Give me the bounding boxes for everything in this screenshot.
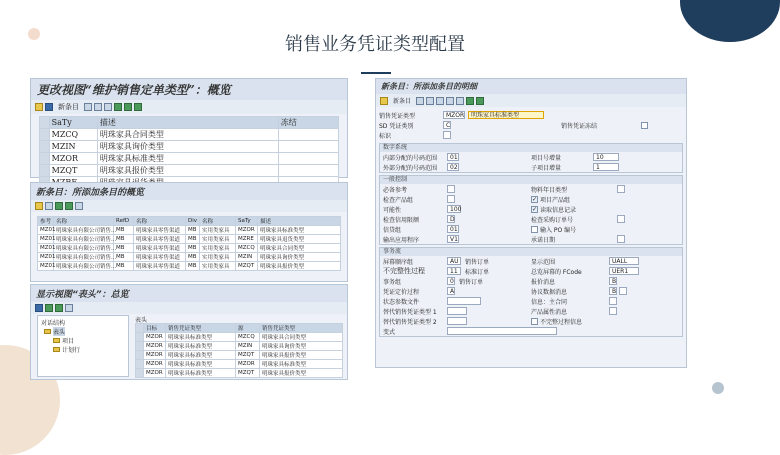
output-app-field[interactable]: V1 <box>447 235 459 243</box>
glasses-icon[interactable] <box>45 103 53 111</box>
status-profile-field[interactable] <box>447 297 481 305</box>
item-division-label: 项目产品组 <box>540 196 571 204</box>
table-row[interactable]: MZOR 明珠家具标准类型 <box>40 153 339 165</box>
outline-msgs-field[interactable]: B <box>609 287 617 295</box>
screen-seq-label: 屏幕顺序组 <box>383 258 414 266</box>
header-view-screen <box>30 284 348 380</box>
header-name-2: 名称 <box>134 217 186 226</box>
header-target: 目标 <box>144 324 166 333</box>
table-row[interactable]: MZOR 明珠家具标准类型 MZCQ 明珠家具合同类型 <box>136 333 343 342</box>
header-ref: 参考 <box>38 217 54 226</box>
variant-label: 变式 <box>383 328 396 336</box>
indicator-label: 标识 <box>379 132 392 140</box>
header-refd: RefD <box>114 217 134 226</box>
sales-doc-types-overview-screen <box>30 78 348 178</box>
enter-po-label: 输入 PO 编号 <box>540 226 577 234</box>
incomplete-proc-desc: 标准订单 <box>465 268 490 276</box>
select-block-icon[interactable] <box>124 103 132 111</box>
toolbar <box>31 302 347 314</box>
select-all-icon[interactable] <box>55 202 63 210</box>
select-block-icon[interactable] <box>65 202 73 210</box>
group-title: 数字系统 <box>380 144 682 152</box>
table-row[interactable]: MZOR 明珠家具标准类型 MZIN 明珠家具询价类型 <box>136 342 343 351</box>
number-systems-group <box>379 143 683 173</box>
credit-group-label: 信贷组 <box>383 226 402 234</box>
details-icon[interactable] <box>65 304 73 312</box>
quote-msgs-label: 报价消息 <box>531 278 556 286</box>
delivery-date-field[interactable] <box>617 235 625 243</box>
external-range-field[interactable]: 02 <box>447 163 459 171</box>
check-credit-label: 检查信用限额 <box>383 216 420 224</box>
header-target-type: 销售凭证类型 <box>166 324 236 333</box>
header-saty: SaTy <box>236 217 258 226</box>
external-range-label: 外部分配的号码范围 <box>383 164 438 172</box>
product-attr-label: 产品属性消息 <box>531 308 568 316</box>
product-attr-field[interactable] <box>609 307 617 315</box>
enter-po-checkbox[interactable] <box>531 226 538 233</box>
info-master-contract-label: 信息：主合同 <box>531 298 568 306</box>
screen-title: 更改视图“维护销售定单类型”：概览 <box>31 79 347 100</box>
item-increment-field[interactable]: 10 <box>593 153 619 161</box>
title-underline <box>361 72 391 74</box>
doc-pricing-field[interactable]: A <box>447 287 455 295</box>
pencil-icon[interactable] <box>380 97 388 105</box>
folder-icon <box>53 338 60 343</box>
probability-label: 可能性 <box>383 206 402 214</box>
credit-group-field[interactable]: 01 <box>447 225 459 233</box>
table-row[interactable]: MZ01 明珠家具有限公司销售... MB 明珠家具零售渠道 MB 实用类家具 MZRE 明珠家具退货类型 <box>38 235 341 244</box>
transaction-flow-group <box>379 247 683 337</box>
added-entry-details-screen <box>375 78 687 368</box>
sub-item-increment-label: 子项目增量 <box>531 164 562 172</box>
material-entry-label: 物料年目类型 <box>531 186 568 194</box>
glasses-icon[interactable] <box>35 304 43 312</box>
status-profile-label: 状态参数文件 <box>383 298 420 306</box>
folder-icon <box>53 347 60 352</box>
table-row[interactable]: MZ01 明珠家具有限公司销售... MB 明珠家具零售渠道 MB 实用类家具 MZQT 明珠家具报价类型 <box>38 262 341 271</box>
alt-doc-type-2-label: 替代销售凭证类型 2 <box>383 318 437 326</box>
doc-types-table <box>39 116 339 189</box>
alt-doc-type-2-field[interactable] <box>447 317 467 325</box>
check-division-field[interactable] <box>447 195 455 203</box>
copy-control-table <box>135 323 343 378</box>
pencil-icon[interactable] <box>35 202 43 210</box>
select-all-icon[interactable] <box>45 304 53 312</box>
table-row[interactable]: MZOR 明珠家具标准类型 MZQT 明珠家具报价类型 <box>136 351 343 360</box>
added-entries-table <box>37 216 341 271</box>
details-icon[interactable] <box>75 202 83 210</box>
new-entries-button[interactable]: 新条目 <box>58 103 79 111</box>
doc-pricing-label: 凭证定价过程 <box>383 288 420 296</box>
header-fields <box>376 107 686 141</box>
table-row[interactable]: MZOR 明珠家具标准类型 MZQT 明珠家具报价类型 <box>136 369 343 378</box>
table-row[interactable]: MZ01 明珠家具有限公司销售... MB 明珠家具零售渠道 MB 实用类家具 MZOR 明珠家具标准类型 <box>38 226 341 235</box>
blocked-label: 销售凭证冻结 <box>561 122 598 130</box>
output-app-label: 输出应用程序 <box>383 236 420 244</box>
tree-item-items[interactable]: 项目 <box>41 336 125 345</box>
header-name-3: 名称 <box>200 217 236 226</box>
added-entries-overview-screen <box>30 182 348 282</box>
folder-icon <box>44 329 51 334</box>
copy-icon[interactable] <box>84 103 92 111</box>
internal-range-field[interactable]: 01 <box>447 153 459 161</box>
slide-title: 销售业务凭证类型配置 <box>285 34 465 55</box>
ref-mandatory-field[interactable] <box>447 185 455 193</box>
undo-icon[interactable] <box>436 97 444 105</box>
delete-icon[interactable] <box>426 97 434 105</box>
header-name: 名称 <box>54 217 114 226</box>
delivery-date-label: 承诺日期 <box>531 236 556 244</box>
table-title: 表头 <box>135 317 148 324</box>
read-info-checkbox[interactable]: ✓ <box>532 205 538 213</box>
sub-item-increment-field[interactable]: 1 <box>593 163 619 171</box>
alt-doc-type-1-label: 替代销售凭证类型 1 <box>383 308 437 316</box>
table-row[interactable]: MZOR 明珠家具标准类型 MZOR 明珠家具标准类型 <box>136 360 343 369</box>
incomplete-proc-label: 不完整性过程 <box>383 267 425 275</box>
alt-doc-type-1-field[interactable] <box>447 307 467 315</box>
material-entry-field[interactable] <box>617 185 625 193</box>
variant-field[interactable] <box>447 327 557 335</box>
tree-item-schedule-lines[interactable]: 计划行 <box>41 345 125 354</box>
item-division-checkbox[interactable]: ✓ <box>532 195 538 203</box>
display-range-label: 显示范围 <box>531 258 556 266</box>
incomplete-msgs-checkbox[interactable] <box>531 318 538 325</box>
pencil-icon[interactable] <box>35 103 43 111</box>
quote-msgs-field[interactable]: B <box>609 277 617 285</box>
screen-seq-desc: 销售订单 <box>465 258 490 266</box>
trans-group-desc: 销售订单 <box>459 278 484 286</box>
prev-entry-icon[interactable] <box>446 97 454 105</box>
outline-msgs-label: 协议数据消息 <box>531 288 568 296</box>
check-po-label: 检查采购订单号 <box>531 216 574 224</box>
table-row[interactable]: MZ01 明珠家具有限公司销售... MB 明珠家具零售渠道 MB 实用类家具 MZIN 明珠家具询价类型 <box>38 253 341 262</box>
check-credit-field[interactable]: D <box>447 215 455 223</box>
sd-category-field[interactable]: C <box>443 121 451 129</box>
internal-range-label: 内部分配的号码范围 <box>383 154 438 162</box>
trans-group-field[interactable]: 0 <box>447 277 455 285</box>
group-title: 一般控制 <box>380 176 682 184</box>
group-title: 事务流 <box>380 248 682 256</box>
select-block-icon[interactable] <box>476 97 484 105</box>
table-row[interactable]: MZIN 明珠家具询价类型 <box>40 141 339 153</box>
deselect-all-icon[interactable] <box>134 103 142 111</box>
screen-title: 显示视图“表头”：总览 <box>31 285 347 302</box>
header-source: 源 <box>236 324 260 333</box>
header-desc: 描述 <box>258 217 341 226</box>
blocked-checkbox[interactable] <box>641 122 648 129</box>
toolbar <box>31 100 347 114</box>
indicator-field[interactable] <box>443 131 451 139</box>
check-division-label: 检查产品组 <box>383 196 414 204</box>
select-block-icon[interactable] <box>55 304 63 312</box>
screen-title: 新条目：所添加条目的明细 <box>376 79 686 94</box>
select-all-icon[interactable] <box>466 97 474 105</box>
fcode-label: 总览屏幕的 FCode <box>531 268 582 276</box>
select-col <box>40 117 50 129</box>
tree-node-header[interactable]: 表头 <box>41 327 125 336</box>
info-master-contract-field[interactable] <box>609 297 617 305</box>
tree-title: 对话结构 <box>41 320 66 327</box>
header-table-area <box>135 315 343 378</box>
toolbar <box>31 200 347 212</box>
delete-icon[interactable] <box>94 103 102 111</box>
table-row[interactable]: MZ01 明珠家具有限公司销售... MB 明珠家具零售渠道 MB 实用类家具 MZCQ 明珠家具合同类型 <box>38 244 341 253</box>
check-po-field[interactable] <box>617 215 625 223</box>
screen-title: 新条目：所添加条目的概览 <box>31 183 347 200</box>
header-saty: SaTy <box>49 117 97 129</box>
undo-icon[interactable] <box>104 103 112 111</box>
header-div: Div <box>186 217 200 226</box>
doc-type-desc-field[interactable]: 明珠家具标准类型 <box>468 111 544 119</box>
ref-mandatory-label: 必备参考 <box>383 186 408 194</box>
incomplete-proc-field[interactable]: 11 <box>447 267 461 275</box>
header-blocked: 冻结 <box>278 117 338 129</box>
fcode-field[interactable]: UER1 <box>609 267 639 275</box>
display-range-field[interactable]: UALL <box>609 257 639 265</box>
outline-msgs-field-2[interactable] <box>619 287 627 295</box>
sd-category-label: SD 凭证类别 <box>379 122 414 130</box>
item-increment-label: 项目号增量 <box>531 154 562 162</box>
doc-type-field[interactable]: MZOR <box>443 111 465 119</box>
header-desc: 描述 <box>97 117 278 129</box>
incomplete-msgs-label: 不完整过程信息 <box>540 318 583 326</box>
probability-field[interactable]: 100 <box>447 205 461 213</box>
select-all-icon[interactable] <box>114 103 122 111</box>
new-entries-button[interactable]: 新条目 <box>393 98 412 105</box>
read-info-label: 读取信息记录 <box>540 206 577 214</box>
toolbar <box>376 94 686 107</box>
doc-type-label: 销售凭证类型 <box>379 112 416 120</box>
copy-icon[interactable] <box>416 97 424 105</box>
trans-group-label: 事务组 <box>383 278 402 286</box>
screen-seq-field[interactable]: AU <box>447 257 461 265</box>
table-row[interactable]: MZCQ 明珠家具合同类型 <box>40 129 339 141</box>
general-control-group <box>379 175 683 245</box>
table-row[interactable]: MZQT 明珠家具报价类型 <box>40 165 339 177</box>
decor-dot-bottom-right <box>712 382 724 394</box>
next-entry-icon[interactable] <box>456 97 464 105</box>
dialog-structure-tree <box>37 315 129 377</box>
header-source-type: 销售凭证类型 <box>260 324 343 333</box>
copy-icon[interactable] <box>45 202 53 210</box>
